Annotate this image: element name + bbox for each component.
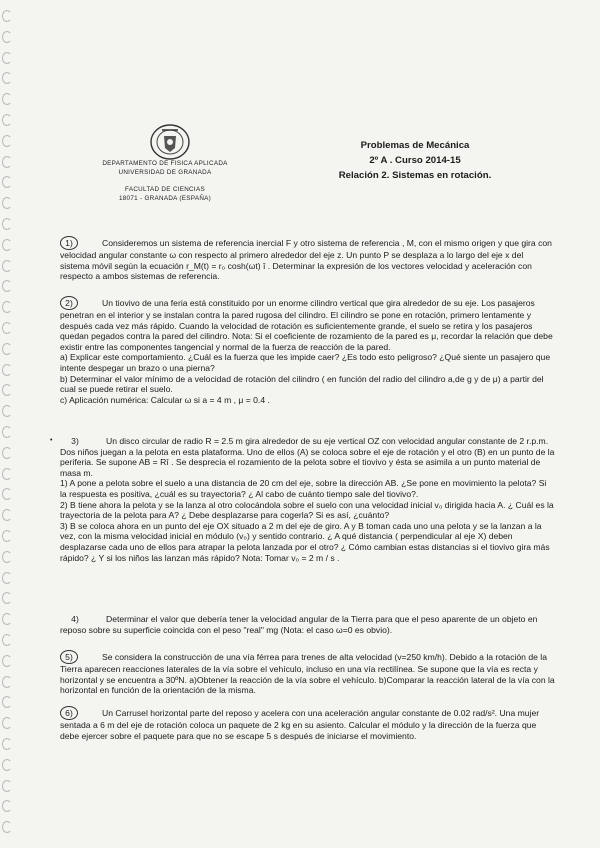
- binder-hole-icon: [2, 613, 12, 625]
- binder-hole-icon: [2, 218, 12, 230]
- binder-hole-icon: [2, 676, 12, 688]
- binder-hole-icon: [2, 509, 12, 521]
- binder-hole-icon: [2, 738, 12, 750]
- problem-4: [60, 614, 555, 635]
- problem-text: Determinar el valor que debería tener la velocidad angular de la Tierra para que el peso aparente de un objeto en reposo sobre su superficie coincida con el peso "real" mg (Nota: el caso ω=0 es obvio).: [60, 614, 538, 635]
- university-seal-icon: [148, 122, 192, 162]
- binder-hole-icon: [2, 447, 12, 459]
- problem-text: a) Explicar este comportamiento. ¿Cuál es la fuerza que les impide caer? ¿Es todo esto peligroso? ¿Qué siente un pasajero que intente despegar un brazo o una pierna?: [60, 352, 551, 373]
- binder-hole-icon: [2, 260, 12, 272]
- problem-text: 2) B tiene ahora la pelota y se la lanza al otro colocándola sobre el suelo con una velocidad inicial v₀ dirigida hacia A. ¿ Cuál es la trayectoria de la pelota para A? ¿ Debe desplazarse para cogerla? Si es así, ¿cuánto?: [60, 499, 554, 521]
- binder-hole-icon: [2, 197, 12, 209]
- binder-hole-icon: [2, 696, 12, 708]
- binder-hole-icon: [2, 156, 12, 168]
- dept-line: DEPARTAMENTO DE FISICA APLICADA: [102, 160, 228, 167]
- problem-number: 3): [71, 436, 79, 446]
- binder-hole-icon: [2, 468, 12, 480]
- problem-text: Un tiovivo de una feria está constituido por un enorme cilindro vertical que gira alrededor de su eje. Los pasajeros penetran en el interior y se instalan contra la pared rugosa del cilindro. El cilindro se pone en rotación, primero lentamente y después cada vez más rápido. Cuando la velocidad de rotación es suficientemente grande, el suelo se retira y los pasajeros quedan pegados contra la pared del cilindro. Nota: Si el coeficiente de rozamiento de la pared es μ, recordar la relación que debe existir entre las componentes tangencial y normal de la fuerza de reacción de la pared.: [60, 298, 553, 352]
- problem-text: Un Carrusel horizontal parte del reposo y acelera con una aceleración angular constante de 0.02 rad/s². Una mujer sentada a 6 m del eje de rotación coloca un paquete de 2 kg en su asiento. Calcular el módulo y la dirección de la fuerza que debe ejercer sobre el paquete para que no se escape 5 s después de iniciarse el movimiento.: [60, 708, 540, 741]
- binder-hole-icon: [2, 717, 12, 729]
- binder-hole-icon: [2, 551, 12, 563]
- binder-hole-icon: [2, 488, 12, 500]
- problem-number: 1): [60, 236, 78, 250]
- binder-hole-icon: [2, 114, 12, 126]
- document-heading: [330, 138, 500, 183]
- dept-line: FACULTAD DE CIENCIAS: [125, 186, 205, 193]
- binder-hole-icon: [2, 135, 12, 147]
- binder-hole-icon: [2, 301, 12, 313]
- binder-hole-icon: [2, 10, 12, 22]
- doc-course: 2º A . Curso 2014-15: [369, 155, 461, 166]
- problem-2: [60, 296, 555, 405]
- problem-text: c) Aplicación numérica: Calcular ω si a = 4 m , μ = 0.4 .: [60, 394, 270, 405]
- binder-hole-icon: [2, 426, 12, 438]
- problem-1: [60, 236, 555, 282]
- binder-hole-icon: [2, 821, 12, 833]
- doc-relation: Relación 2. Sistemas en rotación.: [338, 170, 492, 181]
- bullet-mark-icon: •: [50, 437, 53, 444]
- binder-hole-icon: [2, 239, 12, 251]
- binder-hole-icon: [2, 384, 12, 396]
- problem-number: 6): [60, 706, 78, 720]
- doc-title: Problemas de Mecánica: [360, 140, 470, 151]
- problem-number: 2): [60, 296, 78, 310]
- binder-hole-icon: [2, 52, 12, 64]
- binder-hole-icon: [2, 759, 12, 771]
- problem-6: [60, 706, 555, 741]
- binder-hole-icon: [2, 176, 12, 188]
- problem-text: Consideremos un sistema de referencia inercial F y otro sistema de referencia , M, con el mismo origen y que gira con velocidad angular constante ω con respecto al primero alrededor del eje z. Un punto P se desplaza a lo largo del eje x del sistema móvil según la ecuación r_M(t) = r₀ cosh(ωt) î . Determinar la expresión de los vectores velocidad y aceleración con respecto a ambos sistemas de referencia.: [60, 238, 552, 282]
- binder-hole-icon: [2, 572, 12, 584]
- binder-holes: [2, 10, 14, 840]
- department-block: [90, 160, 240, 203]
- problem-3: [50, 436, 555, 563]
- binder-hole-icon: [2, 634, 12, 646]
- problem-text: 3) B se coloca ahora en un punto del eje OX situado a 2 m del eje de giro. A y B toman cada uno una pelota y se la lanzan a la vez, con la misma velocidad inicial en módulo (v₀) y sentido contrario. ¿ A qué distancia ( perpendicular al eje X) deben desplazarse cada uno de ellos para atrapar la pelota lanzada por el otro? ¿ Cómo cambian estas distancias si el tiovivo gira más rápido? ¿ Y si los niños las lanzan más rápido? Nota: Tomar v₀ = 2 m / s .: [60, 520, 550, 563]
- dept-line: UNIVERSIDAD DE GRANADA: [118, 168, 212, 176]
- dept-line: 18071 - GRANADA (ESPAÑA): [118, 194, 212, 202]
- problem-text: Se considera la construcción de una vía férrea para trenes de alta velocidad (v=250 km/h). Debido a la rotación de la Tierra aparecen reacciones laterales de la vía sobre el vehículo, incluso en una vía rectilínea. Se supone que la vía es recta y horizontal y se encuentra a 30ºN. a)Obtener la reacción de la vía sobre el vehículo. b)Comparar la reacción lateral de la vía con la horizontal en función de la orientación de la misma.: [60, 652, 555, 696]
- problem-number: 4): [71, 614, 79, 624]
- binder-hole-icon: [2, 364, 12, 376]
- binder-hole-icon: [2, 780, 12, 792]
- binder-hole-icon: [2, 655, 12, 667]
- binder-hole-icon: [2, 800, 12, 812]
- binder-hole-icon: [2, 343, 12, 355]
- binder-hole-icon: [2, 31, 12, 43]
- binder-hole-icon: [2, 405, 12, 417]
- problem-5: [60, 650, 555, 696]
- binder-hole-icon: [2, 530, 12, 542]
- problem-text: Un disco circular de radio R = 2.5 m gira alrededor de su eje vertical OZ con velocidad angular constante de 2 r.p.m. Dos niños juegan a la pelota en esta plataforma. Uno de ellos (A) se coloca sobre el eje de rotación y el otro (B) en un punto de la periferia. Se supone AB = Rî . Se desprecia el rozamiento de la pelota sobre el tiovivo y ésta se asimila a un punto material de masa m.: [60, 436, 555, 478]
- binder-hole-icon: [2, 72, 12, 84]
- binder-hole-icon: [2, 93, 12, 105]
- problem-text: 1) A pone a pelota sobre el suelo a una distancia de 20 cm del eje, sobre la dirección AB. ¿Se pone en movimiento la pelota? Si la respuesta es positiva, ¿cuál es su trayectoria? ¿ Al cabo de cuánto tiempo sale del tiovivo?.: [60, 478, 547, 499]
- problem-text: b) Determinar el valor mínimo de a velocidad de rotación del cilindro ( en función del radio del cilindro a,de g y de μ) a partir del cual se puede retirar el suelo.: [60, 373, 544, 395]
- binder-hole-icon: [2, 280, 12, 292]
- binder-hole-icon: [2, 322, 12, 334]
- binder-hole-icon: [2, 592, 12, 604]
- problem-number: 5): [60, 650, 78, 664]
